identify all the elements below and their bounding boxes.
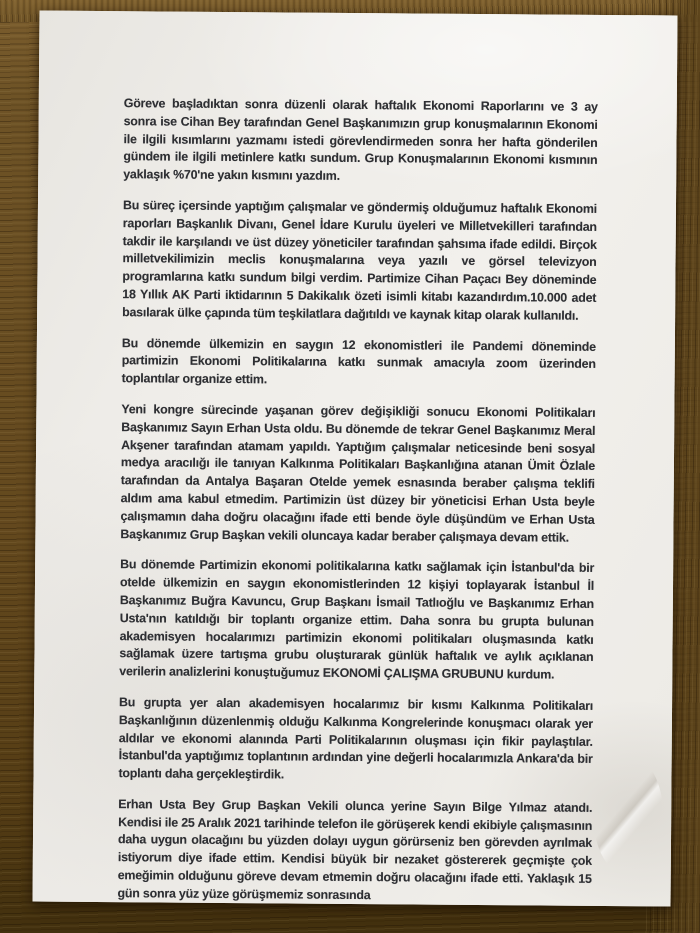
document-text-block xyxy=(117,95,597,919)
paper-sheet xyxy=(33,11,678,907)
paragraph-6: Bu grupta yer alan akademisyen hocalarımız bir kısmı Kalkınma Politikaları Başkanlığının düzenlenmiş olduğu Kalkınma Kongrelerinde konuşmacı olarak yer aldılar ve ekonomi alanında Parti Politikalarının oluşması için fikir paylaştılar. İstanbul'da yaptığımız toplantının ardından yine değerli hocalarımızla Ankara'da bir toplantı daha gerçekleştirdik. xyxy=(118,695,594,782)
paragraph-4: Yeni kongre sürecinde yaşanan görev değişikliği sonucu Ekonomi Politikaları Başkanımız Sayın Erhan Usta oldu. Bu dönemde de tekrar Genel Başkanımız Meral Akşener tarafından atamam yapıldı. Yaptığım çalışmalar neticesinde beni sosyal medya aracılığı ile tanıyan Kalkınma Politikaları Başkanlığına atanan Ümit Özlale tarafından da Antalya Başaran Otelde yemek esnasında beraber çalışma teklifi aldım ama kabul etmedim. Partimizin üst düzey bir yöneticisi Erhan Usta beyle çalışmamın daha doğru olacağını ifade etti bende öyle düşündüm ve Erhan Usta Başkanımız Grup Başkan vekili oluncaya kadar beraber çalışmaya devam ettik. xyxy=(120,402,596,545)
paragraph-3: Bu dönemde ülkemizin en saygın 12 ekonomistleri ile Pandemi döneminde partimizin Ekonomi Politikalarına katkı sunmak amacıyla zoom üzerinden toplantılar organize ettim. xyxy=(121,335,596,387)
paragraph-1: Göreve başladıktan sonra düzenli olarak haftalık Ekonomi Raporlarını ve 3 ay sonra ise Cihan Bey tarafından Genel Başkanımızın grup konuşmalarının Ekonomi ile ilgili kısımlarını yazmamı istedi görevlendirmeden sonra her hafta gönderilen gündem ile ilgili metinlere katkı sundum. Grup Konuşmalarının Ekonomi kısmının yaklaşık %70'ne yakın kısmını yazdım. xyxy=(123,96,598,184)
paragraph-7: Erhan Usta Bey Grup Başkan Vekili olunca yerine Sayın Bilge Yılmaz atandı. Kendisi ile 25 Aralık 2021 tarihinde telefon ile görüşerek kendi ekibiyle çalışmasının daha uygun olacağını bu yüzden dolayı uygun görürseniz ben görevden ayrılmak istiyorum diye ifade ettim. Kendisi büyük bir nezaket göstererek geçmişte çok emeğimin olduğunu göreve devam etmemin doğru olacağını ifade etti. Yaklaşık 15 gün sonra yüz yüze görüşmemiz sonrasında xyxy=(117,797,593,903)
paragraph-2: Bu süreç içersinde yaptığım çalışmalar ve göndermiş olduğumuz haftalık Ekonomi raporları Başkanlık Divanı, Genel İdare Kurulu üyeleri ve Milletvekilleri tarafından takdir ile karşılandı ve üst düzey yöneticiler tarafından şahsıma ifade edildi. Birçok milletvekilimizin meclis konuşmalarına veya yazılı ve görsel televizyon programlarına katkı sundum bilgi verdim. Partimize Cihan Paçacı Bey döneminde 18 Yıllık AK Parti iktidarının 5 Dakikalık özeti isimli kitabı kazandırdım.10.000 adet basılarak ülke çapında tüm teşkilatlara dağıtıldı ve kaynak kitap olarak kullanıldı. xyxy=(122,198,598,323)
paragraph-5: Bu dönemde Partimizin ekonomi politikalarına katkı sağlamak için İstanbul'da bir otelde ülkemizin en saygın ekonomistlerinden 12 kişiyi toplayarak İstanbul İl Başkanımız Buğra Kavuncu, Grup Başkanı İsmail Tatlıoğlu ve Başkanımız Erhan Usta'nın katıldığı bir toplantı organize ettim. Daha sonra bu grupta bulunan akademisyen hocalarımızı partimizin ekonomi politikaları oluşmasında katkı sağlamak üzere tartışma grubu oluşturarak günlük haftalık ve aylık açıklanan verilerin analizlerini konuştuğumuz EKONOMİ ÇALIŞMA GRUBUNU kurdum. xyxy=(119,557,595,682)
